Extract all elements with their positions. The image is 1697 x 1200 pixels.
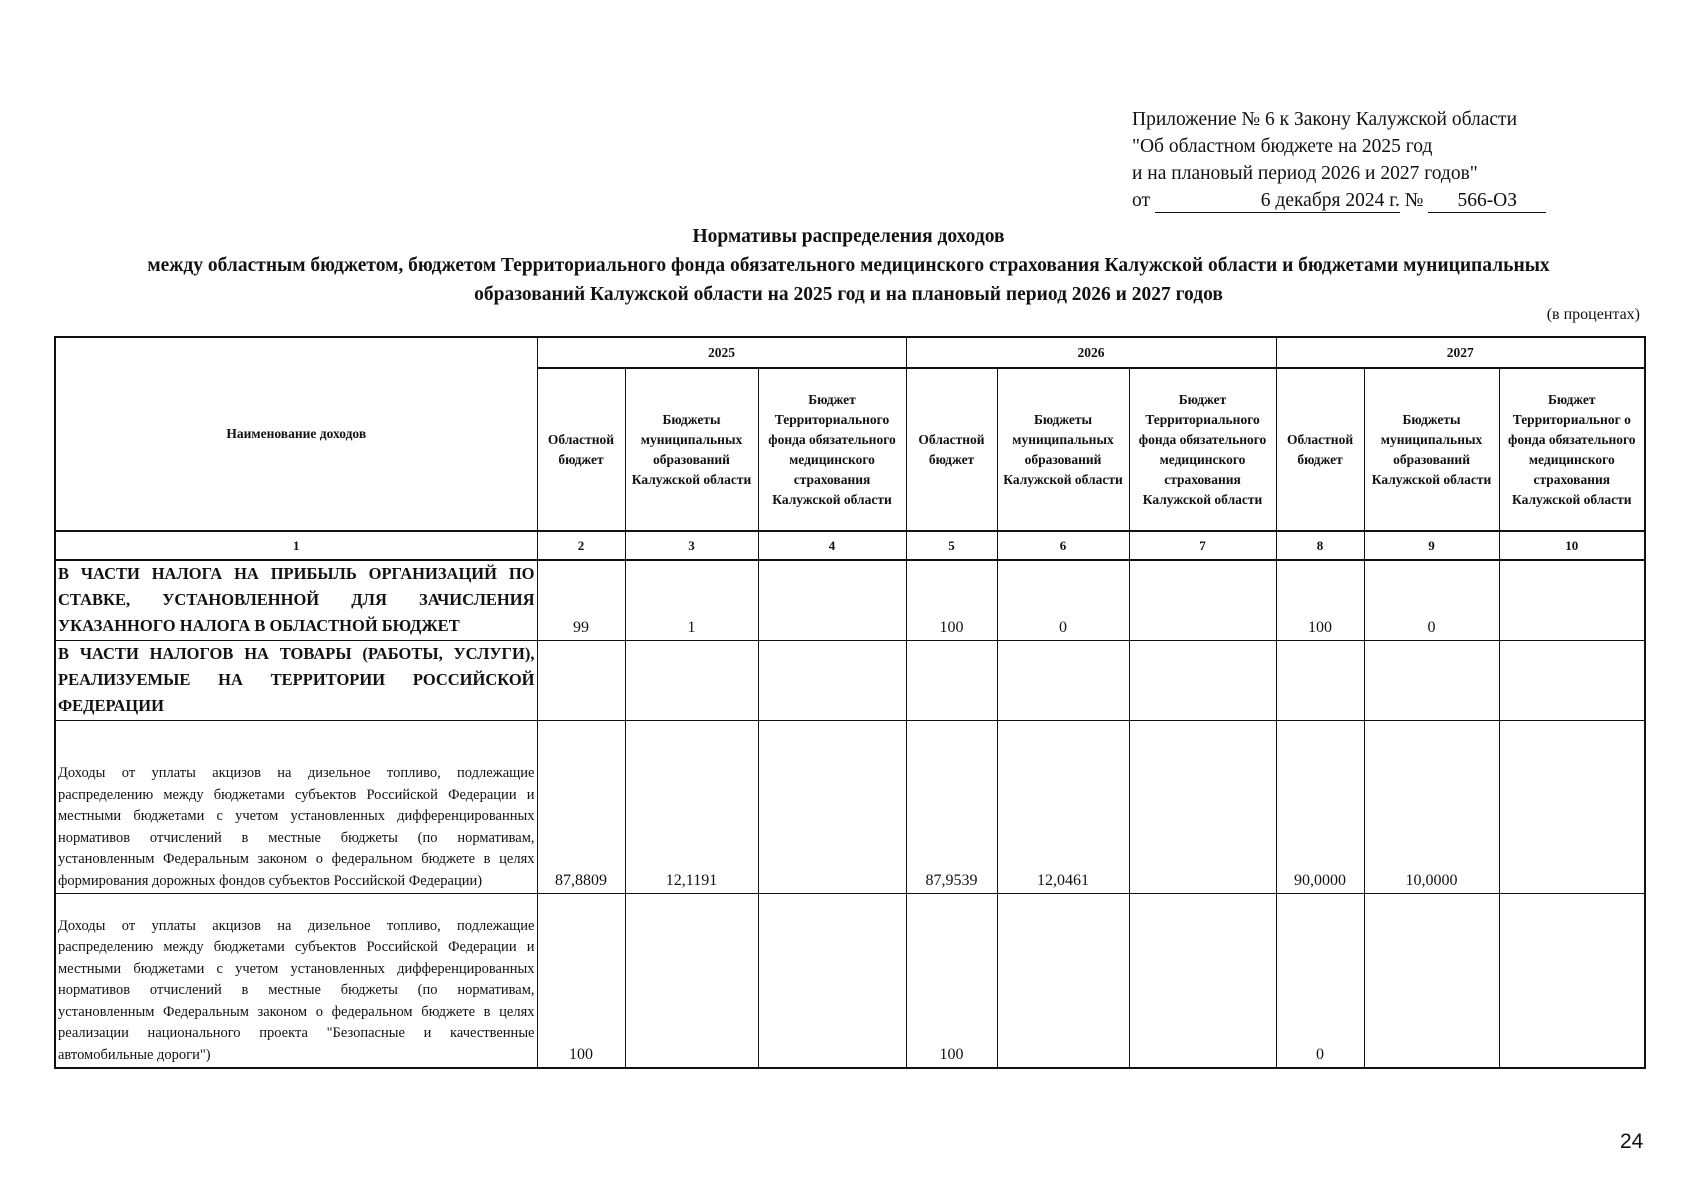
- value-cell: [625, 894, 758, 1069]
- value-cell: [1129, 894, 1276, 1069]
- appendix-number-label: №: [1404, 190, 1424, 211]
- year-2025-header: 2025: [537, 337, 906, 368]
- appendix-date: 6 декабря 2024 г.: [1155, 190, 1400, 213]
- table-row: [55, 641, 1645, 721]
- value-cell: 12,0461: [997, 721, 1129, 894]
- appendix-line-2: "Об областном бюджете на 2025 год: [1132, 136, 1433, 157]
- appendix-line-3: и на плановый период 2026 и 2027 годов": [1132, 163, 1478, 184]
- document-subtitle-2: образований Калужской области на 2025 год и на плановый период 2026 и 2027 годов: [474, 284, 1223, 305]
- appendix-number: 566-ОЗ: [1428, 190, 1546, 213]
- regional-budget-header: Областной бюджет: [537, 368, 625, 531]
- value-cell: [1499, 641, 1645, 721]
- value-cell: 87,8809: [537, 721, 625, 894]
- column-number: 5: [906, 531, 997, 560]
- fund-budget-header: Бюджет Территориального фонда обязательного медицинского страхования Калужской области: [758, 368, 906, 531]
- column-number-row: [55, 531, 1645, 560]
- value-cell: 100: [537, 894, 625, 1069]
- value-cell: [537, 641, 625, 721]
- value-cell: 12,1191: [625, 721, 758, 894]
- value-cell: 10,0000: [1364, 721, 1499, 894]
- value-cell: 100: [1276, 560, 1364, 641]
- municipal-budgets-header: Бюджеты муниципальных образований Калужской области: [997, 368, 1129, 531]
- revenue-distribution-table: [54, 336, 1646, 1069]
- column-number: 4: [758, 531, 906, 560]
- value-cell: [1364, 641, 1499, 721]
- name-header: Наименование доходов: [55, 337, 537, 531]
- value-cell: [1129, 721, 1276, 894]
- value-cell: 0: [1276, 894, 1364, 1069]
- table-row: [55, 721, 1645, 894]
- table-row: [55, 560, 1645, 641]
- value-cell: [1129, 560, 1276, 641]
- column-number: 7: [1129, 531, 1276, 560]
- fund-budget-header: Бюджет Территориальног о фонда обязательного медицинского страхования Калужской области: [1499, 368, 1645, 531]
- value-cell: [625, 641, 758, 721]
- column-number: 6: [997, 531, 1129, 560]
- appendix-line-1: Приложение № 6 к Закону Калужской области: [1132, 109, 1518, 130]
- revenue-name: В ЧАСТИ НАЛОГОВ НА ТОВАРЫ (РАБОТЫ, УСЛУГИ), РЕАЛИЗУЕМЫЕ НА ТЕРРИТОРИИ РОССИЙСКОЙ ФЕДЕРАЦИИ: [55, 641, 537, 721]
- fund-budget-header: Бюджет Территориального фонда обязательного медицинского страхования Калужской области: [1129, 368, 1276, 531]
- value-cell: 90,0000: [1276, 721, 1364, 894]
- value-cell: [906, 641, 997, 721]
- value-cell: [997, 894, 1129, 1069]
- value-cell: [1364, 894, 1499, 1069]
- units-note: (в процентах): [1546, 306, 1640, 323]
- value-cell: 1: [625, 560, 758, 641]
- appendix-date-line: [1132, 187, 1652, 214]
- year-header-row: [55, 337, 1645, 368]
- value-cell: 99: [537, 560, 625, 641]
- value-cell: [1499, 560, 1645, 641]
- value-cell: 100: [906, 894, 997, 1069]
- year-2027-header: 2027: [1276, 337, 1645, 368]
- appendix-block: [1132, 106, 1652, 214]
- year-2026-header: 2026: [906, 337, 1276, 368]
- revenue-name: Доходы от уплаты акцизов на дизельное топливо, подлежащие распределению между бюджетами субъектов Российской Федерации и местными бюджетами с учетом установленных дифференцированных нормативов отчислений в местные бюджеты (по нормативам, установленным Федеральным законом о федеральном бюджете в целях формирования дорожных фондов субъектов Российской Федерации): [55, 721, 537, 894]
- value-cell: [758, 721, 906, 894]
- value-cell: [1499, 721, 1645, 894]
- value-cell: [1499, 894, 1645, 1069]
- value-cell: 87,9539: [906, 721, 997, 894]
- regional-budget-header: Областной бюджет: [1276, 368, 1364, 531]
- column-number: 2: [537, 531, 625, 560]
- municipal-budgets-header: Бюджеты муниципальных образований Калужской области: [625, 368, 758, 531]
- value-cell: [758, 641, 906, 721]
- revenue-name: В ЧАСТИ НАЛОГА НА ПРИБЫЛЬ ОРГАНИЗАЦИЙ ПО СТАВКЕ, УСТАНОВЛЕННОЙ ДЛЯ ЗАЧИСЛЕНИЯ УКАЗАННОГО НАЛОГА В ОБЛАСТНОЙ БЮДЖЕТ: [55, 560, 537, 641]
- value-cell: 100: [906, 560, 997, 641]
- column-number: 3: [625, 531, 758, 560]
- column-number: 10: [1499, 531, 1645, 560]
- value-cell: [997, 641, 1129, 721]
- value-cell: [1129, 641, 1276, 721]
- value-cell: [1276, 641, 1364, 721]
- appendix-from-label: от: [1132, 190, 1151, 211]
- revenue-name: Доходы от уплаты акцизов на дизельное топливо, подлежащие распределению между бюджетами субъектов Российской Федерации и местными бюджетами с учетом установленных дифференцированных нормативов отчислений в местные бюджеты (по нормативам, установленным Федеральным законом о федеральном бюджете в целях реализации национального проекта "Безопасные и качественные автомобильные дороги"): [55, 894, 537, 1069]
- column-number: 1: [55, 531, 537, 560]
- value-cell: [758, 894, 906, 1069]
- regional-budget-header: Областной бюджет: [906, 368, 997, 531]
- document-title: Нормативы распределения доходов: [692, 226, 1005, 247]
- municipal-budgets-header: Бюджеты муниципальных образований Калужской области: [1364, 368, 1499, 531]
- page-number: 24: [1620, 1130, 1644, 1153]
- value-cell: [758, 560, 906, 641]
- column-number: 8: [1276, 531, 1364, 560]
- document-subtitle-1: между областным бюджетом, бюджетом Территориального фонда обязательного медицинского страхования Калужской области и бюджетами муниципальных: [147, 255, 1550, 276]
- value-cell: 0: [997, 560, 1129, 641]
- column-number: 9: [1364, 531, 1499, 560]
- table-row: [55, 894, 1645, 1069]
- value-cell: 0: [1364, 560, 1499, 641]
